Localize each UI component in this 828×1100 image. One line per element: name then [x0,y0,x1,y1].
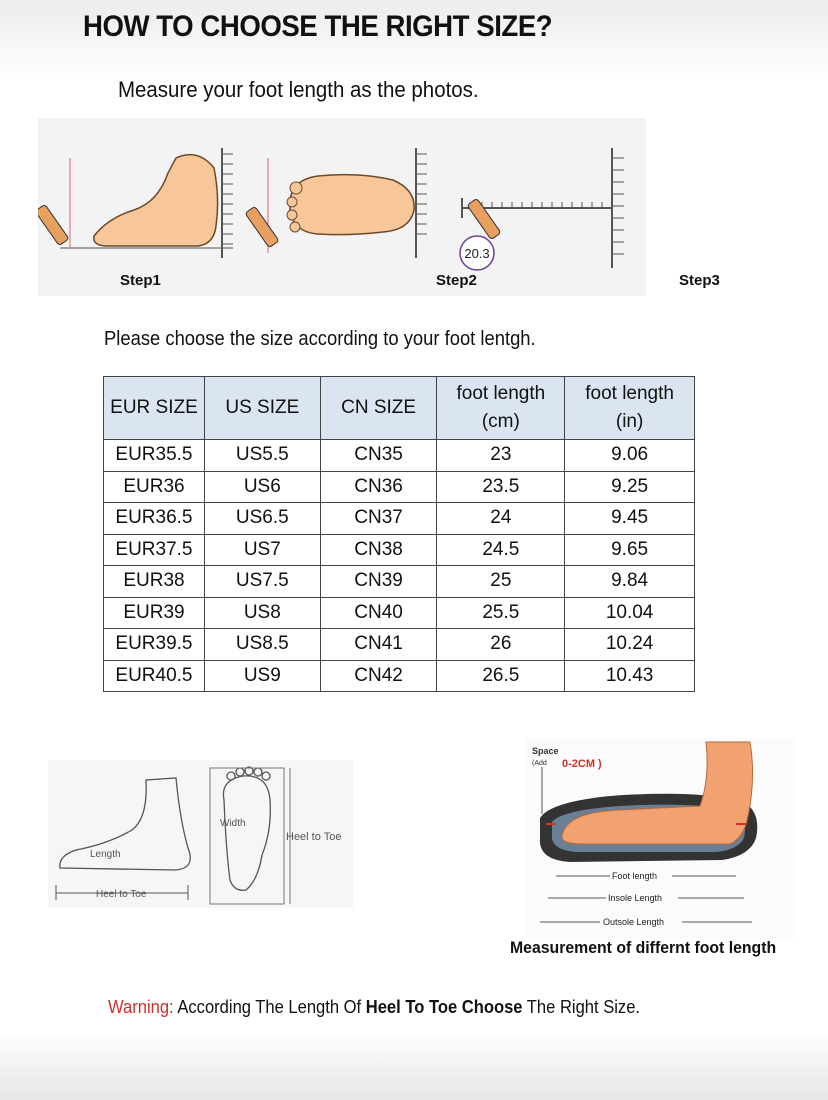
table-cell: EUR35.5 [104,440,205,472]
ruler-reading: 20.3 [464,246,490,261]
table-cell: US7.5 [204,566,320,598]
table-cell: CN35 [320,440,437,472]
table-row [104,471,695,503]
table-cell: 26.5 [437,660,565,692]
step1-label: Step1 [120,272,161,289]
shoe-measurement-diagram [500,738,800,938]
table-cell: EUR36 [104,471,205,503]
heel-to-toe-side-label: Heel to Toe [286,831,342,843]
warning-emphasis-choose: Choose [461,997,523,1017]
heel-to-toe-bottom-label: Heel to Toe [96,889,147,900]
outsole-length-label: Outsole Length [603,917,665,927]
table-cell: CN37 [320,503,437,535]
measure-steps-illustration [38,118,646,296]
table-cell: 10.43 [565,660,695,692]
step3-label: Step3 [679,272,720,289]
table-cell: 23.5 [437,471,565,503]
table-cell: EUR38 [104,566,205,598]
step3-ruler-illustration [460,148,624,270]
table-row [104,566,695,598]
warning-text-before: According The Length Of [177,997,366,1017]
table-cell: 9.84 [565,566,695,598]
warning-text-after: The Right Size. [522,997,641,1017]
table-cell: 9.65 [565,534,695,566]
table-cell: 10.04 [565,597,695,629]
table-cell: EUR40.5 [104,660,205,692]
foot-measurement-diagram [48,760,358,910]
column-header: EUR SIZE [104,377,205,440]
table-cell: CN42 [320,660,437,692]
warning-emphasis-heel-to-toe: Heel To Toe [365,997,458,1017]
table-row [104,597,695,629]
table-row [104,629,695,661]
table-cell: CN38 [320,534,437,566]
table-cell: EUR39 [104,597,205,629]
warning-note [108,997,640,1018]
table-cell: US7 [204,534,320,566]
table-header-row [104,377,695,440]
foot-length-label: Foot length [612,871,658,881]
page-subtitle: Measure your foot length as the photos. [118,77,479,102]
column-header: foot length (in) [565,377,695,440]
table-row [104,440,695,472]
insole-length-label: Insole Length [608,893,663,903]
space-add-label: (Add [532,760,547,767]
table-row [104,503,695,535]
table-cell: CN40 [320,597,437,629]
table-cell: EUR37.5 [104,534,205,566]
table-cell: US8.5 [204,629,320,661]
table-cell: US5.5 [204,440,320,472]
table-cell: CN41 [320,629,437,661]
instruction-text: Please choose the size according to your foot lentgh. [104,328,536,350]
table-cell: 25.5 [437,597,565,629]
width-label: Width [220,818,246,829]
table-row [104,534,695,566]
table-cell: 9.06 [565,440,695,472]
step1-foot-illustration [38,148,233,258]
table-cell: 10.24 [565,629,695,661]
column-header: US SIZE [204,377,320,440]
space-label: Space [532,746,559,756]
table-cell: 24.5 [437,534,565,566]
table-cell: 25 [437,566,565,598]
table-cell: 9.45 [565,503,695,535]
table-cell: US9 [204,660,320,692]
table-cell: 26 [437,629,565,661]
table-row [104,660,695,692]
table-cell: US6 [204,471,320,503]
shoe-diagram-caption: Measurement of differnt foot length [510,938,777,957]
page-title: HOW TO CHOOSE THE RIGHT SIZE? [83,10,553,43]
space-value: 0-2CM ) [562,758,602,770]
table-cell: EUR39.5 [104,629,205,661]
step2-foot-illustration [245,148,427,258]
table-cell: US6.5 [204,503,320,535]
table-cell: US8 [204,597,320,629]
size-chart-table [103,376,695,692]
column-header: foot length (cm) [437,377,565,440]
table-cell: EUR36.5 [104,503,205,535]
table-cell: 9.25 [565,471,695,503]
column-header: CN SIZE [320,377,437,440]
table-cell: CN36 [320,471,437,503]
table-cell: CN39 [320,566,437,598]
step2-label: Step2 [436,272,477,289]
length-label: Length [90,849,121,860]
table-cell: 23 [437,440,565,472]
warning-label: Warning: [108,997,174,1017]
table-cell: 24 [437,503,565,535]
bottom-shadow [0,1030,828,1100]
